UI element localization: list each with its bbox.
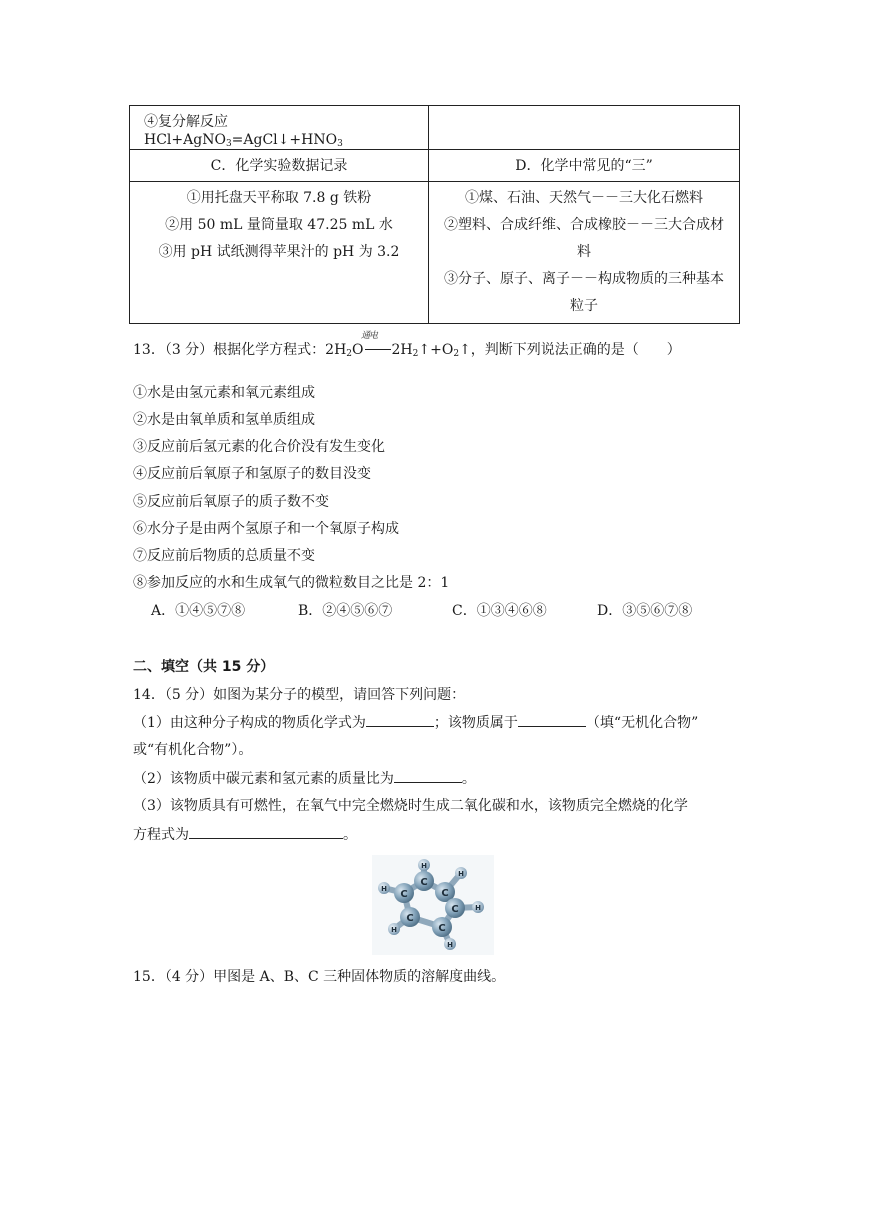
answer-blank[interactable] <box>366 712 434 727</box>
answer-blank[interactable] <box>189 824 343 839</box>
statement: ①水是由氢元素和氧元素组成 <box>133 385 315 401</box>
question-14-part2: （2）该物质中碳元素和氢元素的质量比为 。 <box>133 768 476 789</box>
question-14-stem: 14．（5 分）如图为某分子的模型，请回答下列问题： <box>133 687 466 703</box>
svg-text:H: H <box>391 926 397 934</box>
statement: ③反应前后氢元素的化合价没有发生变化 <box>133 439 385 455</box>
c-item: ③用 pH 试纸测得苹果汁的 pH 为 3.2 <box>158 244 400 260</box>
section-heading: 二、填空（共 15 分） <box>133 659 275 675</box>
d-item: 粒子 <box>570 298 598 314</box>
c-item: ②用 50 mL 量筒量取 47.25 mL 水 <box>165 217 393 233</box>
choice-d: D．③⑤⑥⑦⑧ <box>597 603 693 619</box>
statement: ②水是由氧单质和氢单质组成 <box>133 412 315 428</box>
question-13-stem: 13．（3 分）根据化学方程式：$2H_2O$ $2H_2↑+O_2↑$，判断下列说法正确的是（ ） <box>133 342 681 359</box>
svg-text:C: C <box>420 877 428 888</box>
choice-c: C．①③④⑥⑧ <box>452 603 547 619</box>
options-table <box>129 105 740 324</box>
answer-blank[interactable] <box>518 712 586 727</box>
svg-text:C: C <box>438 923 446 934</box>
svg-text:C: C <box>451 904 459 915</box>
statement: ⑤反应前后氧原子的质子数不变 <box>133 494 329 510</box>
equation-line <box>365 349 391 350</box>
d-item: ②塑料、合成纤维、合成橡胶－－三大合成材 <box>444 217 724 233</box>
header-d: D．化学中常见的“三” <box>429 150 740 182</box>
statement: ⑦反应前后物质的总质量不变 <box>133 548 315 564</box>
cell-d-items <box>429 182 740 324</box>
statement: ④反应前后氧原子和氢原子的数目没变 <box>133 466 371 482</box>
benzene-molecule-model <box>372 855 494 955</box>
svg-text:H: H <box>381 885 387 893</box>
cell-empty <box>429 106 740 150</box>
answer-blank[interactable] <box>394 768 462 783</box>
question-14-part1-cont: 或“有机化合物”）。 <box>133 742 253 758</box>
question-14-part3-cont: 方程式为 。 <box>133 824 357 845</box>
question-15-stem: 15．（4 分）甲图是 A、B、C 三种固体物质的溶解度曲线。 <box>133 969 506 985</box>
svg-text:C: C <box>441 888 449 899</box>
cell-b4: ④复分解反应 $HCl+AgNO_3=AgCl↓+HNO_3$ <box>130 106 429 150</box>
reaction-condition: 通电 <box>361 331 378 341</box>
cell-c-items <box>130 182 429 324</box>
header-c: C．化学实验数据记录 <box>130 150 429 182</box>
svg-text:H: H <box>475 904 481 912</box>
c-item: ①用托盘天平称取 7.8 g 铁粉 <box>186 190 372 206</box>
svg-text:C: C <box>400 889 408 900</box>
svg-text:H: H <box>447 941 453 949</box>
d-item: ③分子、原子、离子－－构成物质的三种基本 <box>444 271 724 287</box>
choice-a: A．①④⑤⑦⑧ <box>151 603 246 619</box>
svg-text:C: C <box>406 913 414 924</box>
d-item: 料 <box>577 244 591 260</box>
question-14-part3: （3）该物质具有可燃性，在氧气中完全燃烧时生成二氧化碳和水，该物质完全燃烧的化学 <box>133 798 688 814</box>
question-14-part1: （1）由这种分子构成的物质化学式为 ；该物质属于 （填“无机化合物” <box>133 712 698 733</box>
svg-text:H: H <box>458 870 464 878</box>
svg-text:H: H <box>421 862 427 870</box>
statement: ⑥水分子是由两个氢原子和一个氧原子构成 <box>133 521 399 537</box>
statement: ⑧参加反应的水和生成氧气的微粒数目之比是 2：1 <box>133 575 450 591</box>
choice-b: B．②④⑤⑥⑦ <box>298 603 393 619</box>
d-item: ①煤、石油、天然气－－三大化石燃料 <box>465 190 703 206</box>
